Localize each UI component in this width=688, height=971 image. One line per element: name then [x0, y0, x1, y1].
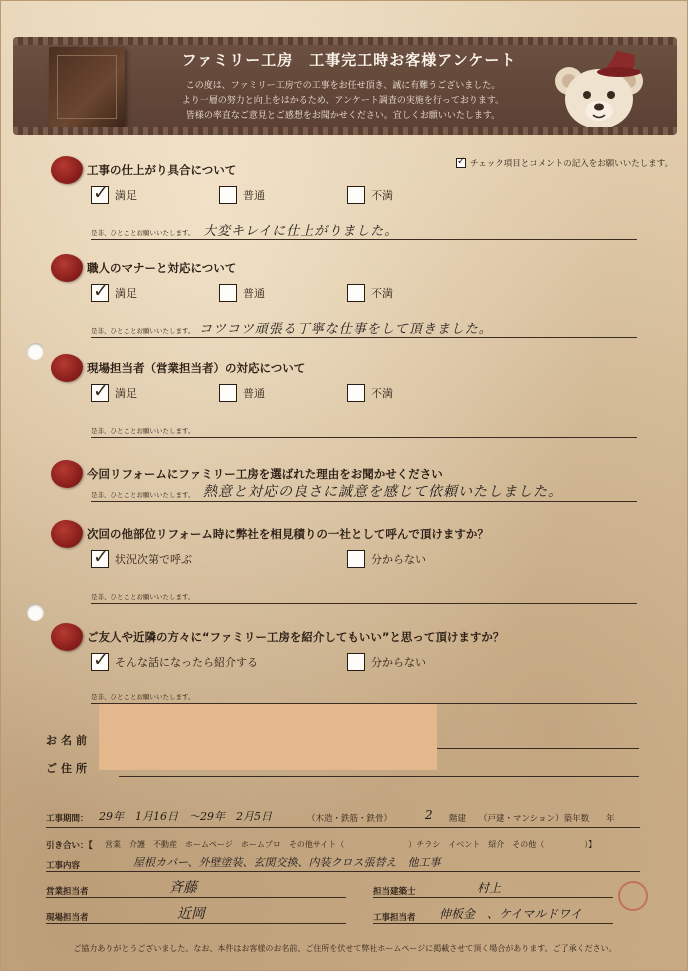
structure-options: （木造・鉄筋・鉄骨）	[307, 814, 393, 824]
divider	[373, 897, 613, 898]
question-title: 工事の仕上がり具合について	[87, 163, 237, 177]
teddy-bear-icon	[543, 41, 655, 133]
question-title: 現場担当者（営業担当者）の対応について	[87, 361, 306, 375]
binder-hole	[27, 343, 44, 360]
option-normal[interactable]: 普通	[219, 284, 265, 302]
seal-stamp-icon	[618, 881, 648, 911]
carpenter-label: 担当建築士	[373, 887, 416, 897]
question-title: 職人のマナーと対応について	[87, 261, 237, 275]
checkbox[interactable]	[91, 550, 109, 568]
source-label: 引き合い：【	[46, 841, 93, 851]
option-unknown[interactable]: 分からない	[347, 653, 426, 671]
name-label: お名前	[46, 734, 91, 747]
divider	[46, 827, 640, 828]
handwritten-comment: 大変キレイに仕上がりました。	[203, 224, 399, 239]
divider	[46, 871, 640, 872]
checkbox[interactable]	[91, 384, 109, 402]
comment-field[interactable]: 是非、ひとことお願いいたします。	[91, 586, 637, 604]
site-manager-label: 現場担当者	[46, 913, 89, 923]
option-satisfied[interactable]: ✓ 満足	[91, 186, 137, 204]
option-unsatisfied[interactable]: 不満	[347, 186, 393, 204]
wax-seal-icon	[51, 354, 83, 382]
option-group	[91, 653, 651, 673]
question-next-estimate	[51, 520, 651, 610]
checkbox[interactable]	[347, 284, 365, 302]
work-content-label: 工事内容	[46, 861, 81, 871]
checkbox[interactable]	[219, 384, 237, 402]
footer-note: ご協力ありがとうございました。なお、本件はお客様のお名前、ご住所を伏せて弊社ホームページに掲載させて頂く場合があります。ご了承ください。	[73, 944, 617, 953]
checkbox[interactable]	[91, 186, 109, 204]
checkbox[interactable]	[91, 653, 109, 671]
option-normal[interactable]: 普通	[219, 186, 265, 204]
check-note: ✓ チェック項目とコメントの記入をお願いいたします。	[456, 157, 673, 169]
work-content-value: 屋根カバー、外壁塗装、玄関交換、内装クロス張替え 他工事	[133, 856, 441, 869]
checkbox[interactable]	[219, 284, 237, 302]
option-group	[91, 384, 651, 404]
option-will-refer[interactable]: ✓ そんな話になったら紹介する	[91, 653, 258, 671]
checkbox[interactable]	[347, 384, 365, 402]
option-group	[91, 186, 651, 206]
question-craftsman-manner	[51, 254, 651, 344]
wooden-box-image	[49, 47, 125, 127]
binder-hole	[27, 604, 44, 621]
address-field[interactable]	[119, 776, 639, 777]
crew-label: 工事担当者	[373, 913, 416, 923]
question-site-manager	[51, 354, 651, 444]
divider	[373, 923, 613, 924]
divider	[46, 897, 346, 898]
option-satisfied[interactable]: ✓ 満足	[91, 384, 137, 402]
address-label: ご住所	[46, 762, 91, 775]
comment-field[interactable]: 是非、ひとことお願いいたします。 熱意と対応の良さに誠意を感じて依頼いたしました。	[91, 484, 637, 502]
wax-seal-icon	[51, 254, 83, 282]
wax-seal-icon	[51, 520, 83, 548]
comment-field[interactable]: 是非、ひとことお願いいたします。	[91, 686, 637, 704]
header-intro	[133, 79, 553, 124]
option-normal[interactable]: 普通	[219, 384, 265, 402]
building-options: （戸建・マンション）築年数 年	[479, 814, 615, 824]
period-label: 工事期間：	[46, 814, 89, 824]
question-referral	[51, 623, 651, 713]
checkbox[interactable]	[91, 284, 109, 302]
checkbox[interactable]	[347, 653, 365, 671]
survey-title: ファミリー工房 工事完工時お客様アンケート	[181, 51, 517, 69]
question-title: 今回リフォームにファミリー工房を選ばれた理由をお聞かせください	[87, 467, 443, 481]
intro-line: 皆様の率直なご意見とご感想をお聞かせください。宜しくお願いいたします。	[185, 111, 501, 121]
option-group	[91, 550, 651, 570]
checkbox[interactable]	[347, 186, 365, 204]
comment-field[interactable]: 是非、ひとことお願いいたします。 大変キレイに仕上がりました。	[91, 222, 637, 240]
intro-line: より一層の努力と向上をはかるため、アンケート調査の実施を行っております。	[181, 96, 505, 106]
option-unsatisfied[interactable]: 不満	[347, 384, 393, 402]
option-unknown[interactable]: 分からない	[347, 550, 426, 568]
wax-seal-icon	[51, 156, 83, 184]
crew-value: 伸板金 、ケイマルドワイ	[439, 907, 582, 921]
handwritten-comment: コツコツ頑張る丁寧な仕事をして頂きました。	[199, 322, 493, 337]
option-depends[interactable]: ✓ 状況次第で呼ぶ	[91, 550, 192, 568]
sales-value: 斉藤	[169, 880, 197, 896]
intro-line: この度は、ファミリー工房での工事をお任せ頂き、誠に有難うございました。	[185, 81, 501, 91]
divider	[46, 923, 346, 924]
redaction-block	[99, 704, 437, 770]
wax-seal-icon	[51, 623, 83, 651]
floors-label: 階建	[449, 814, 467, 824]
comment-field[interactable]: 是非、ひとことお願いいたします。 コツコツ頑張る丁寧な仕事をして頂きました。	[91, 320, 637, 338]
handwritten-comment: 熱意と対応の良さに誠意を感じて依頼いたしました。	[203, 484, 563, 500]
comment-field[interactable]: 是非、ひとことお願いいたします。	[91, 420, 637, 438]
question-title: ご友人や近隣の方々に“ファミリー工房を紹介してもいい”と思って頂けますか？	[87, 630, 505, 644]
option-group	[91, 284, 651, 304]
period-value: 29年 1月16日 ～29年 2月5日	[99, 810, 272, 823]
site-manager-value: 近岡	[177, 906, 205, 922]
wax-seal-icon	[51, 460, 83, 488]
checkbox[interactable]	[219, 186, 237, 204]
question-finish-quality	[51, 156, 651, 246]
checkbox[interactable]	[347, 550, 365, 568]
option-unsatisfied[interactable]: 不満	[347, 284, 393, 302]
sales-label: 営業担当者	[46, 887, 89, 897]
header-banner	[13, 37, 677, 135]
floors-value: 2	[425, 808, 433, 822]
question-reason	[51, 460, 651, 510]
question-title: 次回の他部位リフォーム時に弊社を相見積りの一社として呼んで頂けますか？	[87, 527, 489, 541]
option-satisfied[interactable]: ✓ 満足	[91, 284, 137, 302]
source-options: 営業 介護 不動産 ホームページ ホームプロ その他サイト（ ）チラシ イベント 紹介 その他（ ）】	[105, 840, 597, 849]
carpenter-value: 村上	[477, 881, 502, 895]
